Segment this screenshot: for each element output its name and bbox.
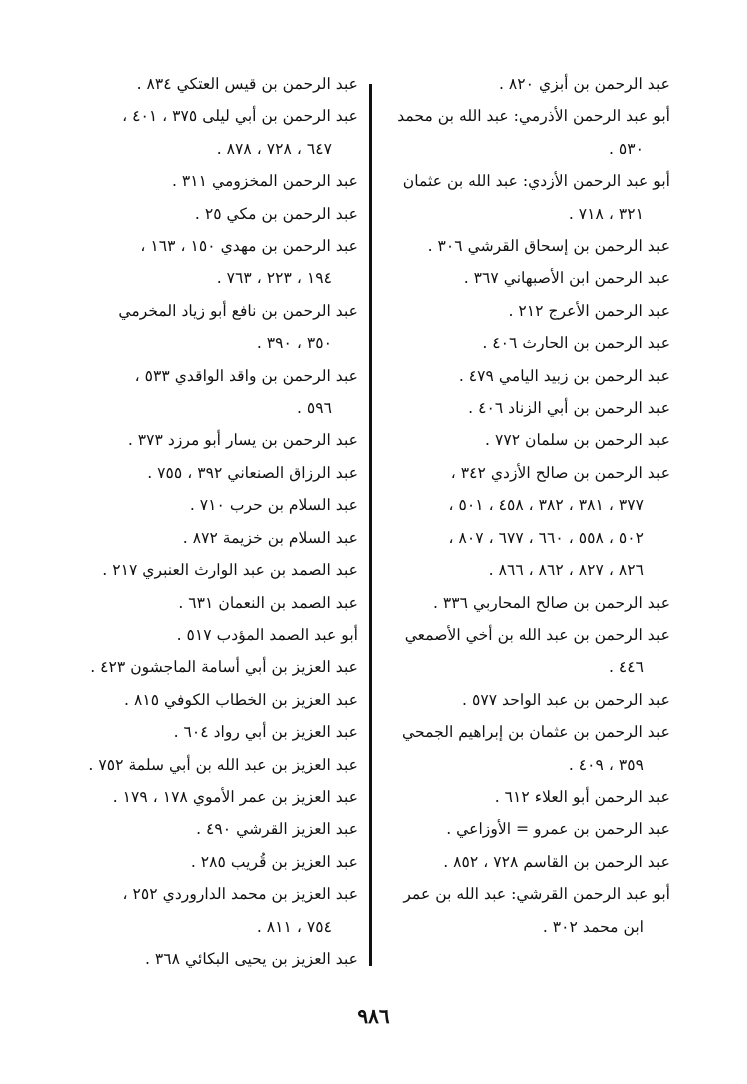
index-entry: أبو عبد الرحمن الأذرمي: عبد الله بن محمد <box>397 107 670 126</box>
index-entry: عبد الرحمن بن صالح المحاربي ٣٣٦ . <box>432 593 670 612</box>
index-entry: عبد الرحمن بن إسحاق القرشي ٣٠٦ . <box>427 237 670 256</box>
index-entry: عبد العزيز بن عمر الأموي ١٧٨ ، ١٧٩ . <box>112 787 358 806</box>
index-entry: أبو عبد الرحمن القرشي: عبد الله بن عمر <box>403 885 670 904</box>
index-entry-continuation: ٨٢٦ ، ٨٢٧ ، ٨٦٢ ، ٨٦٦ . <box>488 561 644 580</box>
index-entry: عبد الرحمن بن القاسم ٧٢٨ ، ٨٥٢ . <box>443 852 670 871</box>
index-entry: عبد الصمد بن النعمان ٦٣١ . <box>178 593 358 612</box>
index-entry-continuation: ابن محمد ٣٠٢ . <box>542 917 644 936</box>
index-entry: عبد الرحمن بن أبي ليلى ٣٧٥ ، ٤٠١ ، <box>122 107 358 126</box>
index-entry: عبد العزيز بن أبي رواد ٦٠٤ . <box>173 723 358 742</box>
index-entry: عبد العزيز بن يحيى البكائي ٣٦٨ . <box>144 949 358 968</box>
index-entry: عبد العزيز بن قُريب ٢٨٥ . <box>190 852 358 871</box>
index-entry-continuation: ٧٥٤ ، ٨١١ . <box>256 917 332 936</box>
index-entry: عبد الرحمن بن الحارث ٤٠٦ . <box>482 334 670 353</box>
index-entry: عبد الرزاق الصنعاني ٣٩٢ ، ٧٥٥ . <box>147 463 358 482</box>
index-entry: عبد الرحمن أبو العلاء ٦١٢ . <box>494 787 670 806</box>
index-entry: عبد الرحمن بن واقد الواقدي ٥٣٣ ، <box>134 366 358 385</box>
column-divider <box>369 84 372 966</box>
index-entry: عبد العزيز بن عبد الله بن أبي سلمة ٧٥٢ . <box>88 755 358 774</box>
index-entry-continuation: ٥٠٢ ، ٥٥٨ ، ٦٦٠ ، ٦٧٧ ، ٨٠٧ ، <box>448 528 644 547</box>
index-entry: عبد الصمد بن عبد الوارث العنبري ٢١٧ . <box>102 561 358 580</box>
index-entry: عبد الرحمن بن عبد الواحد ٥٧٧ . <box>462 690 670 709</box>
index-entry: عبد العزيز القرشي ٤٩٠ . <box>196 820 358 839</box>
index-column-right <box>384 68 670 943</box>
index-entry: عبد الرحمن المخزومي ٣١١ . <box>172 172 358 191</box>
index-entry: أبو عبد الصمد المؤدب ٥١٧ . <box>176 625 358 644</box>
index-entry: عبد الرحمن بن صالح الأزدي ٣٤٢ ، <box>450 463 670 482</box>
index-entry: عبد الرحمن بن نافع أبو زياد المخرمي <box>118 301 358 320</box>
index-entry: عبد الرحمن بن عمرو = الأوزاعي . <box>446 820 670 839</box>
index-entry: عبد الرحمن ابن الأصبهاني ٣٦٧ . <box>463 269 670 288</box>
index-entry: عبد السلام بن خزيمة ٨٧٢ . <box>182 528 358 547</box>
index-entry: عبد الرحمن بن مكي ٢٥ . <box>194 204 358 223</box>
index-entry: عبد الرحمن بن قيس العتكي ٨٣٤ . <box>136 75 358 93</box>
index-entry: عبد الرحمن بن يسار أبو مرزد ٣٧٣ . <box>127 431 358 450</box>
index-entry-continuation: ٣٥٠ ، ٣٩٠ . <box>256 334 332 353</box>
index-entry: أبو عبد الرحمن الأزدي: عبد الله بن عثمان <box>402 172 670 191</box>
index-entry: عبد العزيز بن محمد الداروردي ٢٥٢ ، <box>122 885 358 904</box>
index-entry-continuation: ٥٣٠ . <box>608 139 644 158</box>
index-entry: عبد العزيز بن أبي أسامة الماجشون ٤٢٣ . <box>90 658 358 677</box>
index-entry-continuation: ٣٢١ ، ٧١٨ . <box>568 204 644 223</box>
index-entry: عبد العزيز بن الخطاب الكوفي ٨١٥ . <box>124 690 358 709</box>
index-entry: عبد السلام بن حرب ٧١٠ . <box>189 496 358 515</box>
index-entry: عبد الرحمن الأعرج ٢١٢ . <box>508 301 670 320</box>
index-entry-continuation: ٣٧٧ ، ٣٨١ ، ٣٨٢ ، ٤٥٨ ، ٥٠١ ، <box>448 496 644 515</box>
index-entry-continuation: ٦٤٧ ، ٧٢٨ ، ٨٧٨ . <box>216 139 332 158</box>
index-entry-continuation: ٣٥٩ ، ٤٠٩ . <box>568 755 644 774</box>
index-entry-continuation: ٥٩٦ . <box>296 399 332 418</box>
index-entry: عبد الرحمن بن أبزي ٨٢٠ . <box>499 75 670 93</box>
index-entry: عبد الرحمن بن زبيد اليامي ٤٧٩ . <box>458 366 670 385</box>
index-entry: عبد الرحمن بن مهدي ١٥٠ ، ١٦٣ ، <box>140 237 358 256</box>
index-entry: عبد الرحمن بن أبي الزناد ٤٠٦ . <box>468 399 670 418</box>
index-entry-continuation: ١٩٤ ، ٢٢٣ ، ٧٦٣ . <box>216 269 332 288</box>
index-entry: عبد الرحمن بن عثمان بن إبراهيم الجمحي <box>402 723 670 742</box>
index-entry: عبد الرحمن بن سلمان ٧٧٢ . <box>485 431 670 450</box>
index-column-left <box>80 68 358 975</box>
index-entry-continuation: ٤٤٦ . <box>608 658 644 677</box>
index-entry: عبد الرحمن بن عبد الله بن أخي الأصمعي <box>404 625 670 644</box>
page-number: ٩٨٦ <box>357 1004 390 1028</box>
